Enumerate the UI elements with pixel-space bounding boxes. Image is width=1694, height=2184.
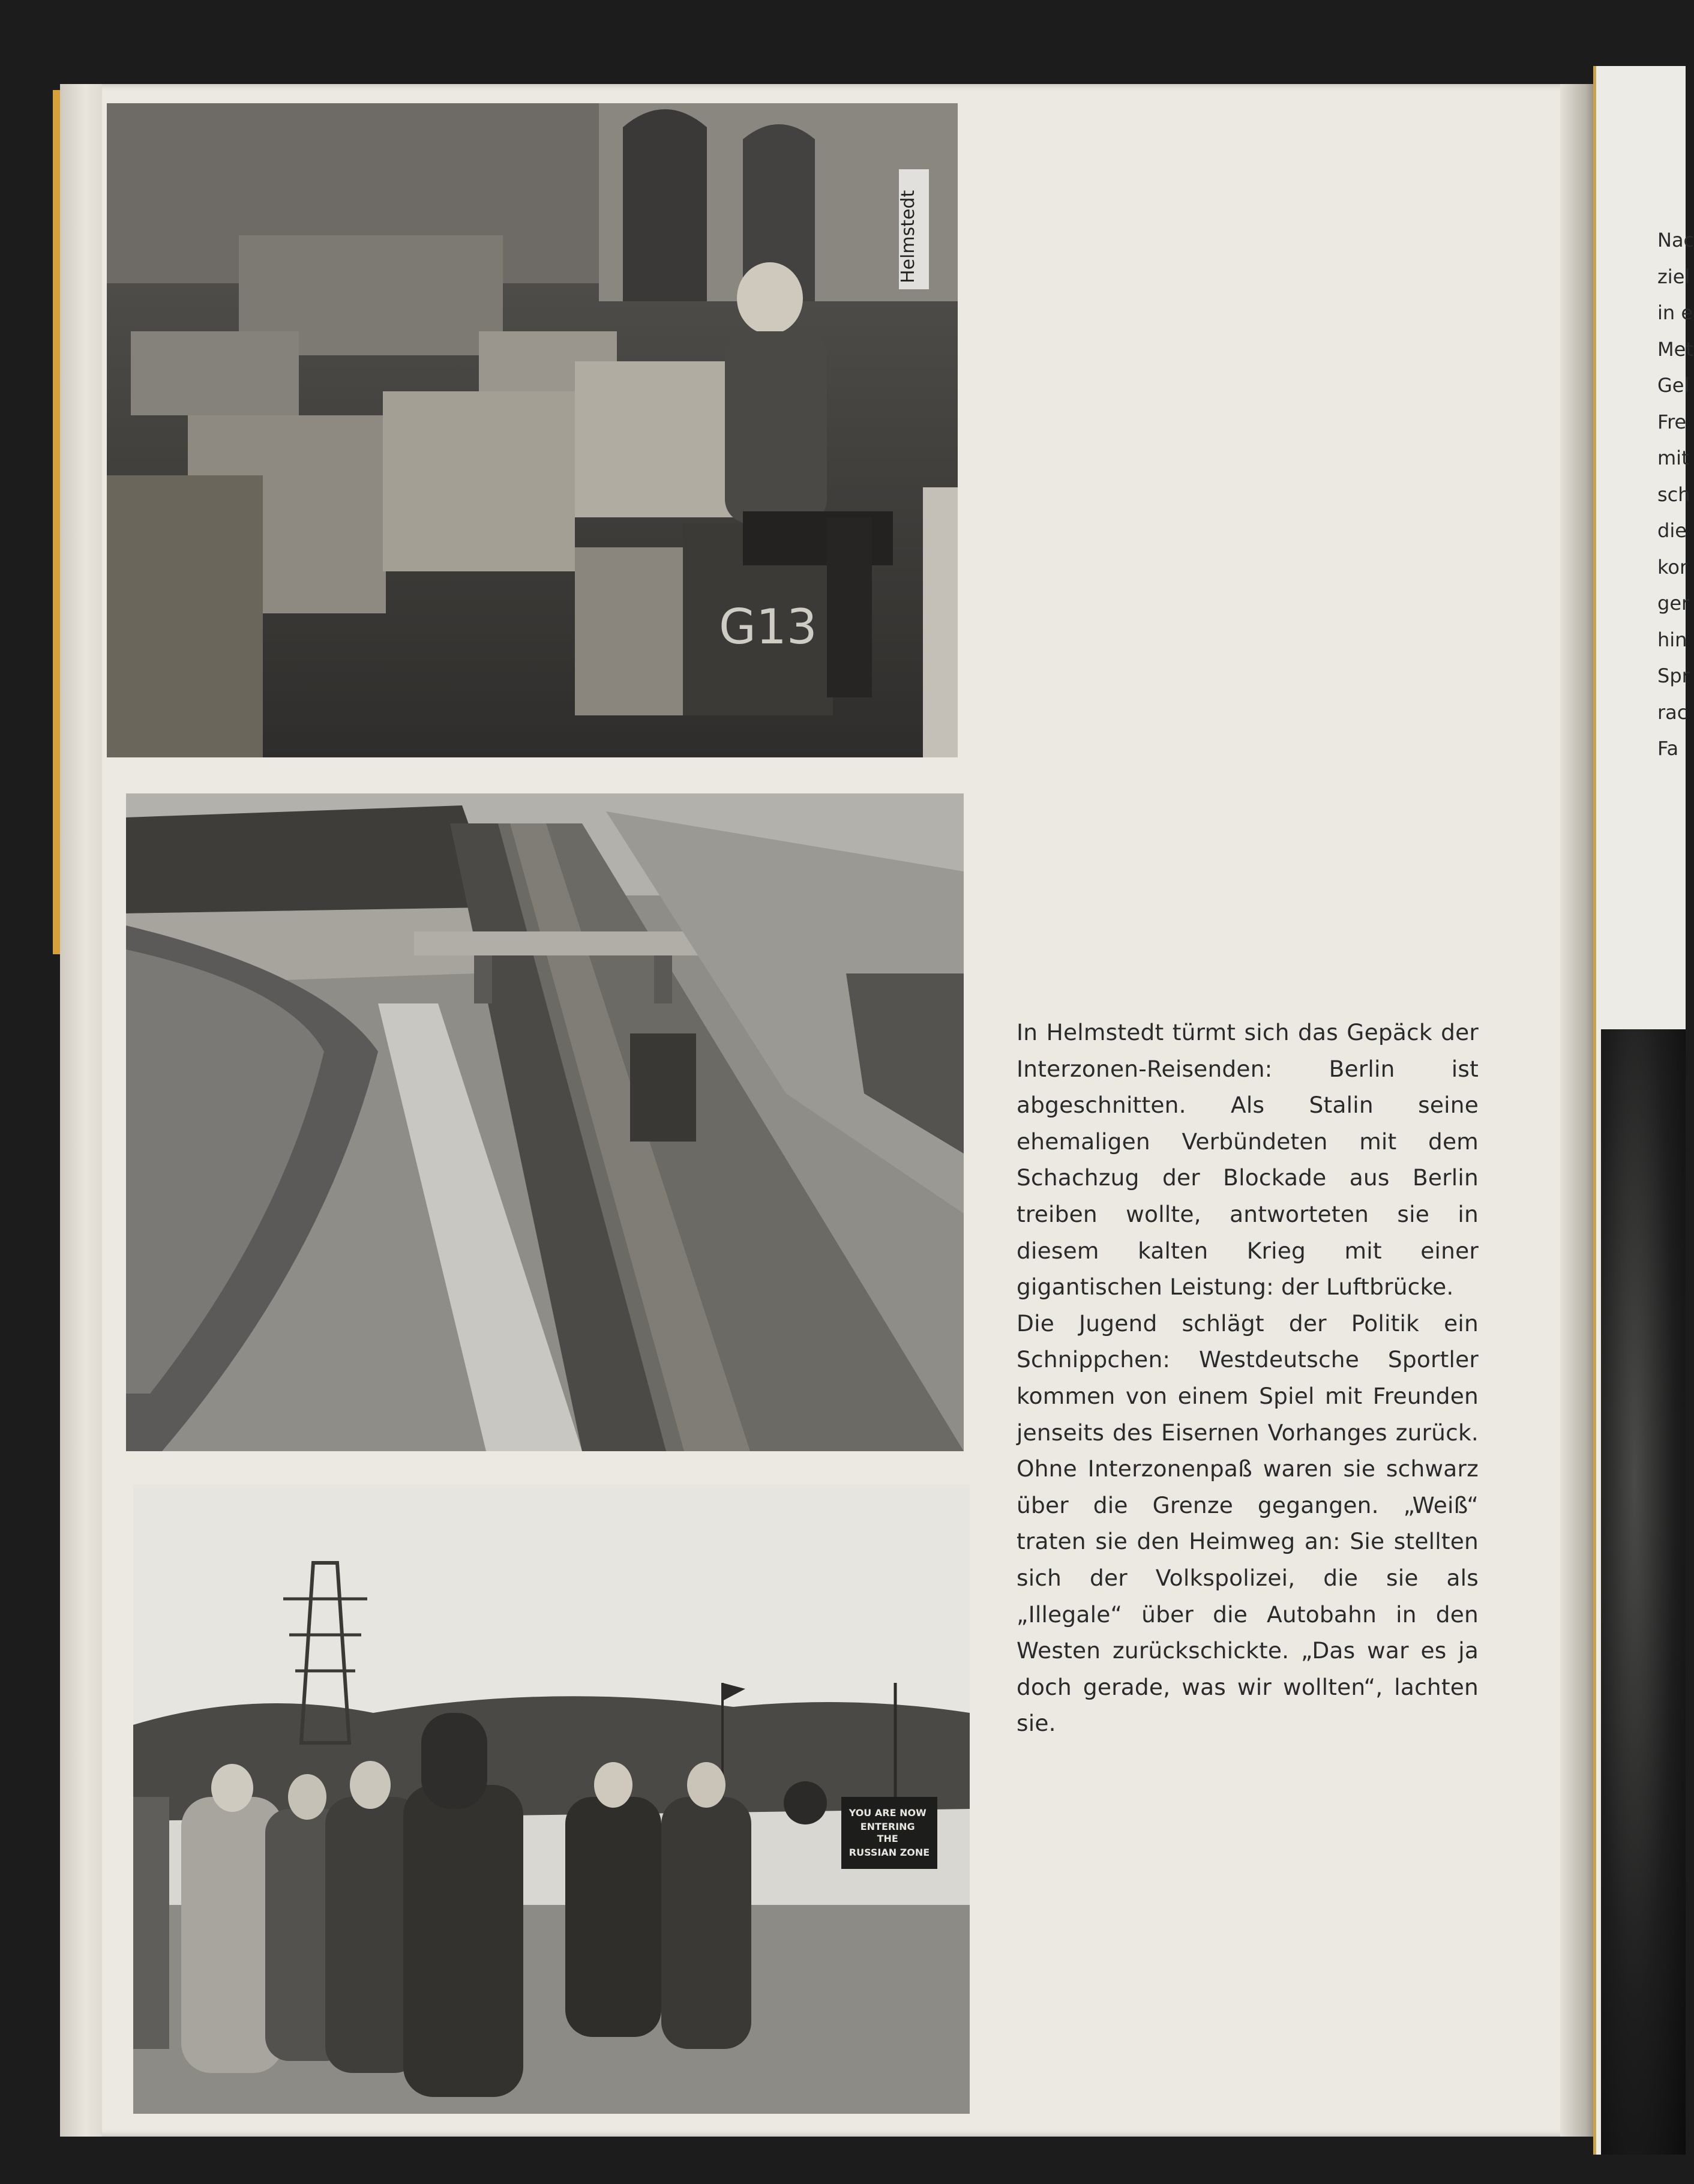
right-page-text-fragments [1657,222,1693,767]
caption-paragraph-helmstedt: In Helmstedt türmt sich das Gepäck der Interzonen-Reisenden: Berlin ist abgeschnitten. Als Stalin seine ehemaligen Verbündeten mit dem Schachzug der Blockade aus Berlin treiben wollte, antworteten sie in diesem kalten Krieg mit einer gigantischen Leistung: der Luftbrücke. [1017,1019,1479,1301]
fragment-line: Gel [1657,374,1690,397]
photo-border-crossing [133,1485,970,2114]
station-sign: Helmstedt [898,190,919,283]
fragment-line: Spr [1657,664,1690,687]
fragment-line: hin [1657,628,1687,651]
fragment-line: ziel [1657,265,1690,288]
photo-helmstedt-luggage [107,103,958,757]
zone-sign: YOU ARE NOW ENTERING THE RUSSIAN ZONE [849,1807,930,1858]
page-gutter [1560,84,1596,2137]
photo-autobahn-aerial [126,793,964,1451]
fragment-line: rac [1657,700,1688,724]
page-edge-stack [60,84,102,2137]
fragment-line: in e [1657,301,1693,324]
fragment-line: sch [1657,483,1690,506]
fragment-line: ger [1657,592,1690,615]
case-marking: G13 [719,599,817,655]
photo-caption [1017,1014,1479,1742]
caption-paragraph-sportsmen: Die Jugend schlägt der Politik ein Schnippchen: Westdeutsche Sportler kommen von einem Spiel mit Freunden jenseits des Eisernen Vorhanges zurück. Ohne Interzonenpaß waren sie schwarz über die Grenze gegangen. „Weiß“ traten sie den Heimweg an: Sie stellten sich der Volkspolizei, die sie als „Illegale“ über die Autobahn in den Westen zurückschickte. „Das war es ja doch gerade, was wir wollten“, lachten sie. [1017,1310,1479,1737]
right-page-photo [1601,1029,1686,2155]
fragment-line: Fa [1657,737,1679,760]
fragment-line: mit [1657,447,1689,469]
fragment-line: kor [1657,555,1688,579]
fragment-line: die [1657,519,1687,542]
fragment-line: Nac [1657,229,1694,251]
fragment-line: Fre [1657,410,1687,433]
fragment-line: Met [1657,337,1693,361]
